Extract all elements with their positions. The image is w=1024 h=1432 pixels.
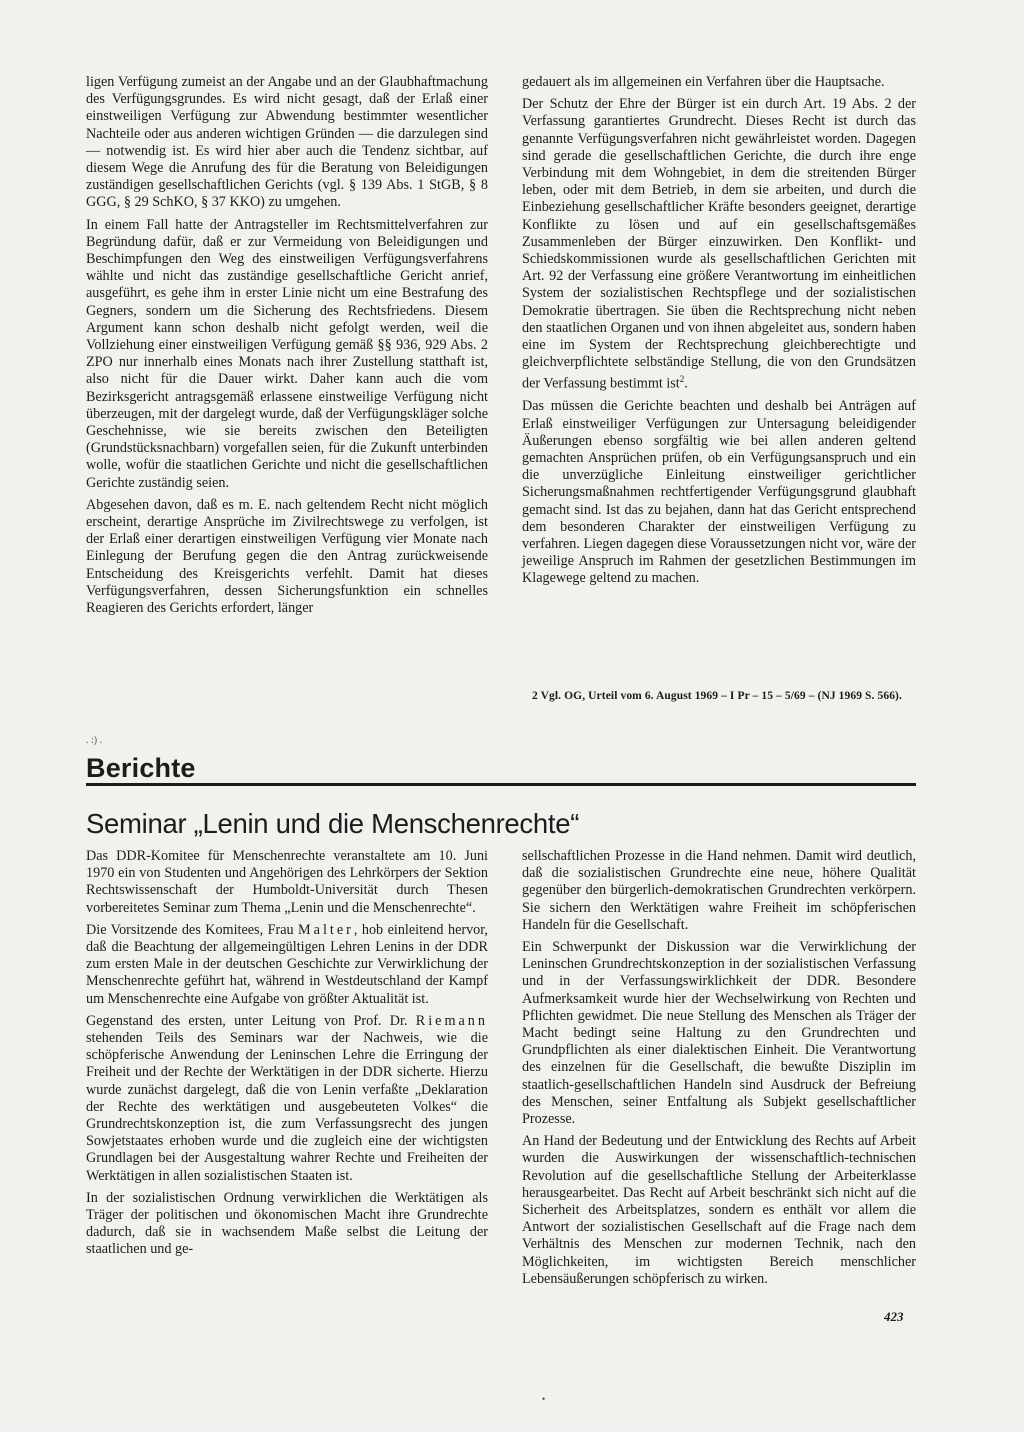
paragraph: Das müssen die Gerichte beachten und deshalb bei Anträgen auf Erlaß einstweiliger Verfügungen zur Untersagung beleidigender Äußerungen ebenso sorgfältig wie bei allen anderen geltend gemachten Ansprüchen prüfen, ob ein Verfügungsanspruch und ein die unverzügliche Einleitung einstweiliger gerichtlicher Sicherungsmaßnahmen rechtfertigender Verfügungsgrund glaubhaft gemacht sind. Ist das zu bejahen, dann hat das Gericht entsprechend dem besonderen Charakter der einstweiligen Verfügung zu verfahren. Liegen dagegen diese Voraussetzungen nicht vor, wäre der jeweilige Anspruch im Rahmen der gesetzlichen Bestimmungen im Klagewege geltend zu machen.	[522, 398, 916, 587]
paragraph	[86, 1013, 488, 1185]
paragraph-text: stehenden Teils des Seminars war der Nachweis, wie die schöpferische Anwendung der Leninschen Lehre die Erringung der Freiheit und der Rechte der Werktätigen in der DDR sicherte. Hierzu wurde zunächst dargelegt, daß die von Lenin verfaßte „Deklaration der Rechte des werktätigen und ausgebeuteten Volkes“ die Grundrechtskonzeption ist, die zum Verfassungsrecht des jungen Sowjetstaates erhoben wurde und die zugleich eine der wichtigsten Grundlagen bei der Ausgestaltung wahrer Rechte und Freiheiten der Werktätigen in allen sozialistischen Staaten ist.	[86, 1030, 488, 1184]
section-heading: Berichte	[86, 753, 196, 783]
paragraph	[522, 96, 916, 393]
paragraph-end: .	[684, 376, 688, 393]
top-left-column	[86, 74, 488, 622]
footnote-marker: 2	[679, 374, 685, 385]
paragraph-text: Gegenstand des ersten, unter Leitung von Prof. Dr.	[86, 1012, 416, 1029]
paragraph: sellschaftlichen Prozesse in die Hand nehmen. Damit wird deutlich, daß die sozialistischen Grundrechte eine neue, höhere Qualität gegenüber den bürgerlich-demokratischen Grundrechten verkörpern. Sie sichern den Werktätigen wahre Freiheit im schöpferischen Handeln für die Gesellschaft.	[522, 848, 916, 933]
paragraph: An Hand der Bedeutung und der Entwicklung des Rechts auf Arbeit wurden die Auswirkungen der wissenschaftlich-technischen Revolution auf die gesellschaftliche Stellung der Arbeiterklasse herausgearbeitet. Das Recht auf Arbeit beschränkt sich nicht auf die Sicherheit des Arbeitsplatzes, sondern es enthält vor allem die Antwort der sozialistischen Gesellschaft auf die Frage nach dem Verhältnis des Menschen zur modernen Technik, nach den Möglichkeiten, im wichtigsten Bereich menschlicher Lebensäußerungen schöpferisch zu wirken.	[522, 1133, 916, 1287]
paragraph-text: , hob einleitend hervor, daß die Beachtung der allgemeingültigen Lehren Lenins in der DDR zum ersten Male in der deutschen Geschichte zur Verwirklichung der Menschenrechte geführt hat, während in Westdeutschland der Kampf um Menschenrechte eine Aufgabe von größter Aktualität ist.	[86, 921, 488, 1007]
paragraph-text: Der Schutz der Ehre der Bürger ist ein durch Art. 19 Abs. 2 der Verfassung garantiertes Grundrecht. Dieses Recht ist durch das genannte Verfügungsverfahren nicht gewährleistet worden. Dagegen sind gerade die gesellschaftlichen Gerichte, die durch ihre enge Verbindung mit dem Wohngebiet, in dem die streitenden Bürger leben, oder mit dem Betrieb, in dem sie arbeiten, und durch die Einbeziehung gesellschaftlicher Kräfte besonders geeignet, derartige Konflikte zu lösen und auf ein gesellschaftsgemäßes Zusammenleben der Bürger einzuwirken. Den Konflikt- und Schiedskommissionen wurde als gesellschaftlichen Gerichten mit Art. 92 der Verfassung eine größere Verantwortung im einheitlichen System der sozialistischen Rechtspflege und der sozialistischen Demokratie übertragen. Sie üben die Rechtsprechung nicht neben den staatlichen Organen und von ihnen abgeleitet aus, sondern haben eine im System der Rechtsprechung gleichberechtigte und gleichverpflichtete selbständige Stellung, die von den Grundsätzen der Verfassung bestimmt ist	[522, 96, 916, 393]
paragraph: Ein Schwerpunkt der Diskussion war die Verwirklichung der Leninschen Grundrechtskonzeption in der sozialistischen Verfassung und in der Verfassungswirklichkeit der DDR. Besondere Aufmerksamkeit wurde hier der Wechselwirkung von Rechten und Pflichten gewidmet. Die neue Stellung des Menschen als Träger der Macht bedingt seine Haltung zu den Grundrechten und Grundpflichten als einer dialektischen Einheit. Die Verantwortung des einzelnen für die Gesellschaft, die bewußte Disziplin im staatlich-gesellschaftlichen Handeln sind Ausdruck der Befreiung des Menschen, seiner Entfaltung als Subjekt gesellschaftlicher Prozesse.	[522, 939, 916, 1128]
person-name: Malter	[298, 921, 354, 938]
paragraph: Abgesehen davon, daß es m. E. nach geltendem Recht nicht möglich erscheint, derartige Ansprüche im Zivilrechtswege zu verfolgen, ist der Erlaß einer derartigen einstweiligen Verfügung vier Monate nach Einlegung der Berufung gegen die den Antrag zurückweisende Entscheidung des Kreisgerichts verfehlt. Damit hat dieses Verfügungsverfahren, dessen Sicherungsfunktion ein schnelles Reagieren des Gerichts erfordert, länger	[86, 496, 488, 617]
person-name: Riemann	[415, 1012, 488, 1029]
bottom-left-column	[86, 848, 488, 1264]
top-right-column	[522, 74, 916, 593]
paragraph	[86, 922, 488, 1008]
scan-speck: •	[542, 1394, 546, 1404]
page-number: 423	[884, 1309, 904, 1324]
section-divider	[86, 783, 916, 786]
paragraph: In einem Fall hatte der Antragsteller im Rechtsmittelverfahren zur Begründung dafür, daß er zur Vermeidung von Beleidigungen und Beschimpfungen den Weg des einstweiligen Verfügungsverfahrens wählte und nicht das zuständige gesellschaftliche Gericht anrief, ausgeführt, es gehe ihm in erster Linie nicht um eine Bestrafung des Gegners, sondern um die Sicherung des Rechtsfriedens. Diesem Argument kann schon deshalb nicht gefolgt werden, weil die Vollziehung einer einstweiligen Verfügung gemäß §§ 936, 929 Abs. 2 ZPO nur innerhalb eines Monats nach ihrer Zustellung statthaft ist, also nicht für die Dauer wirkt. Daher kann auch die vom Bezirksgericht antragsgemäß erlassene einstweilige Verfügung nicht überzeugen, mit der dargelegt wurde, daß der Verfügungskläger solche Geschehnisse, wie sie bereits zwischen den Beteiligten (Grundstücksnachbarn) vorgefallen seien, für die Zukunft unterbinden wolle, wofür die staatlichen Gerichte und nicht die gesellschaftlichen Gerichte zuständig seien.	[86, 216, 488, 491]
article-title: Seminar „Lenin und die Menschenrechte“	[86, 808, 580, 839]
bottom-right-column	[522, 848, 916, 1293]
paragraph: Das DDR-Komitee für Menschenrechte veranstaltete am 10. Juni 1970 ein von Studenten und Angehörigen des Lehrkörpers der Sektion Rechtswissenschaft der Humboldt-Universität durch Thesen vorbereitetes Seminar zum Thema „Lenin und die Menschenrechte“.	[86, 848, 488, 916]
paragraph: In der sozialistischen Ordnung verwirklichen die Werktätigen als Träger der politischen und ökonomischen Macht ihre Grundrechte dadurch, daß sie in wachsendem Maße selbst die Leitung der staatlichen und ge-	[86, 1189, 488, 1258]
scan-specks: . :) .	[86, 735, 103, 746]
paragraph: ligen Verfügung zumeist an der Angabe und an der Glaubhaftmachung des Verfügungsgrundes. Es wird nicht gesagt, daß der Erlaß einer einstweiligen Verfügung zur Abwendung bestimmter wesentlicher Nachteile oder aus anderen wichtigen Gründen — die darzulegen sind — notwendig ist. Es wird hier aber auch die Tendenz sichtbar, auf diesem Wege die Anrufung des für die Beratung von Beleidigungen zuständigen gesellschaftlichen Gerichts (vgl. § 139 Abs. 1 StGB, § 8 GGG, § 29 SchKO, § 37 KKO) zu umgehen.	[86, 74, 488, 211]
footnote: 2 Vgl. OG, Urteil vom 6. August 1969 – I Pr – 15 – 5/69 – (NJ 1969 S. 566).	[532, 690, 902, 702]
paragraph-text: Die Vorsitzende des Komitees, Frau	[86, 921, 299, 938]
paragraph: gedauert als im allgemeinen ein Verfahren über die Hauptsache.	[522, 74, 885, 90]
